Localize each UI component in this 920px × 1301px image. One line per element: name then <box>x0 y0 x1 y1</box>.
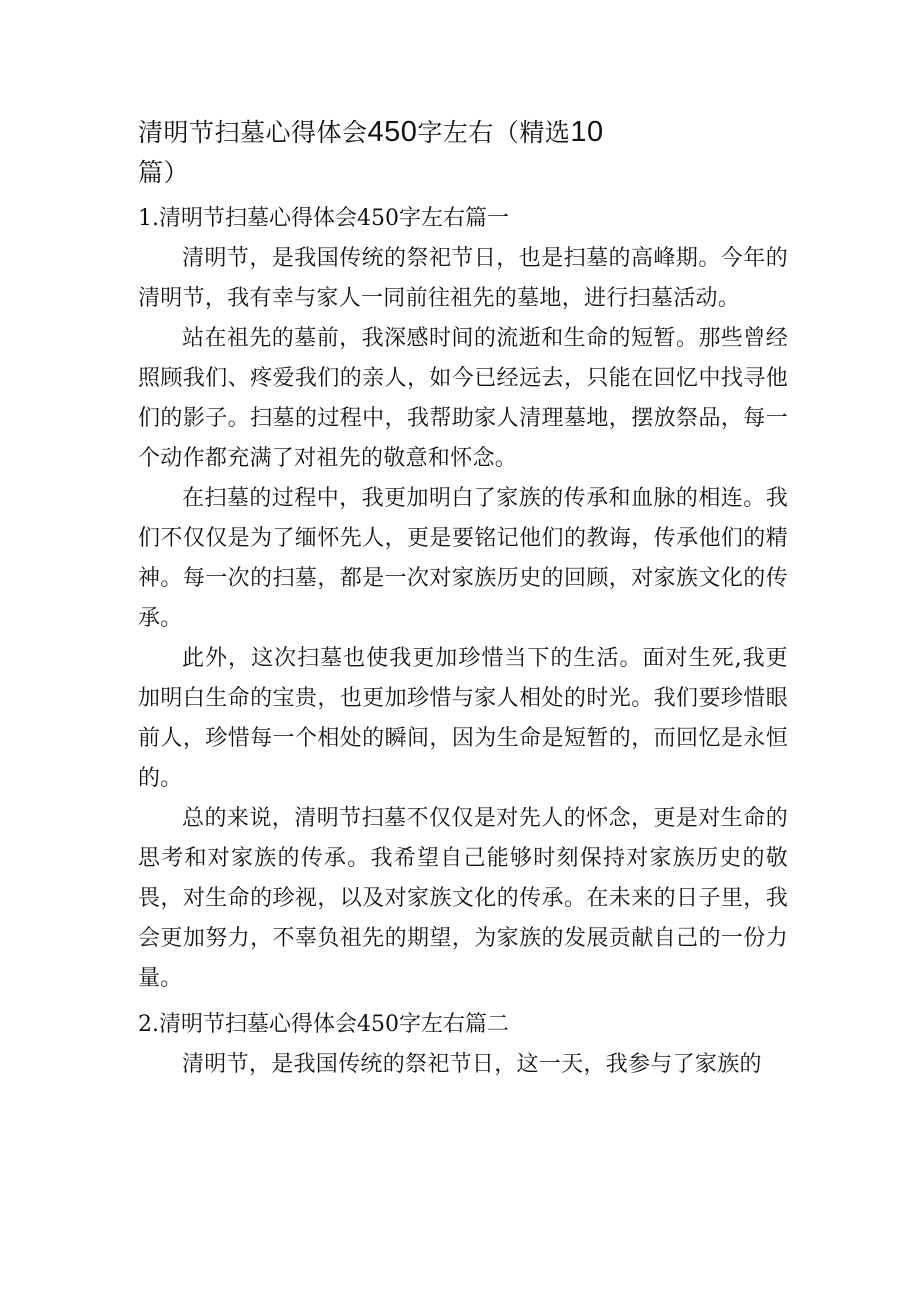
title-number-450: 450 <box>367 116 418 148</box>
document-page <box>138 112 788 1085</box>
paragraph: 总的来说，清明节扫墓不仅仅是对先人的怀念，更是对生命的思考和对家族的传承。我希望自己能够时刻保持对家族历史的敬畏，对生命的珍视，以及对家族文化的传承。在未来的日子里，我会更加努力，不辜负祖先的期望，为家族的发展贡献自己的一份力量。 <box>138 806 788 991</box>
title-text-1: 清明节扫墓心得体会 <box>138 118 368 147</box>
title-text-3: 篇） <box>138 158 190 187</box>
paragraph: 站在祖先的墓前，我深感时间的流逝和生命的短暂。那些曾经照顾我们、疼爱我们的亲人，如今已经远去，只能在回忆中找寻他们的影子。扫墓的过程中，我帮助家人清理墓地，摆放祭品，每一个动作都充满了对祖先的敬意和怀念。 <box>138 326 788 471</box>
paragraph: 在扫墓的过程中，我更加明白了家族的传承和血脉的相连。我们不仅仅是为了缅怀先人，更是要铭记他们的教诲，传承他们的精神。每一次的扫墓，都是一次对家族历史的回顾，对家族文化的传承。 <box>138 486 788 631</box>
paragraph: 此外，这次扫墓也使我更加珍惜当下的生活。面对生死,我更加明白生命的宝贵，也更加珍惜与家人相处的时光。我们要珍惜眼前人，珍惜每一个相处的瞬间，因为生命是短暂的，而回忆是永恒的。 <box>138 646 788 791</box>
section-heading: 1.清明节扫墓心得体会450字左右篇一 <box>138 206 509 231</box>
title-number-10: 10 <box>570 116 604 148</box>
document-title <box>138 112 788 193</box>
paragraph: 清明节，是我国传统的祭祀节日，也是扫墓的高峰期。今年的清明节，我有幸与家人一同前往祖先的墓地，进行扫墓活动。 <box>138 246 788 311</box>
section-2 <box>138 1005 788 1085</box>
section-1 <box>138 199 788 999</box>
section-heading: 2.清明节扫墓心得体会450字左右篇二 <box>138 1012 509 1037</box>
title-text-2: 字左右（精选 <box>417 118 571 147</box>
paragraph: 清明节，是我国传统的祭祀节日，这一天，我参与了家族的 <box>182 1052 762 1077</box>
